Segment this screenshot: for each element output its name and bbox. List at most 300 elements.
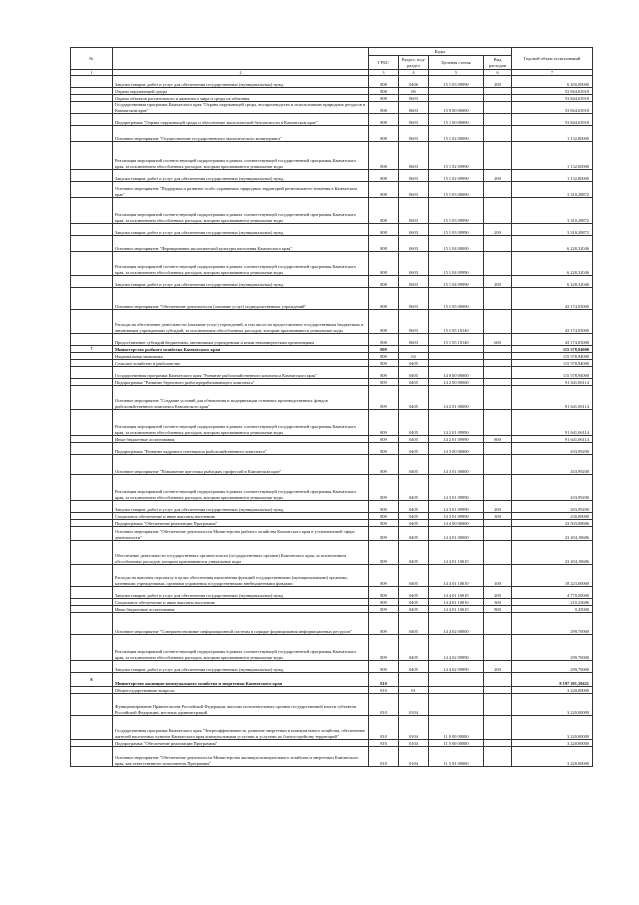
row-grbs: 809 xyxy=(369,353,399,360)
row-razdel: 0603 xyxy=(399,334,429,346)
row-amount: 6 228,32046 xyxy=(512,276,593,288)
row-number xyxy=(71,198,113,224)
row-name: Предоставление субсидий бюджетным, автономным учреждениям и иным некоммерческим организациям xyxy=(113,334,369,346)
row-target-article xyxy=(429,88,484,95)
row-target-article: 15 1 02 09990 xyxy=(429,170,484,182)
row-razdel: 0104 xyxy=(399,747,429,767)
row-amount: 299,70000 xyxy=(512,613,593,635)
row-target-article: 14 2 01 09990 xyxy=(429,410,484,436)
row-razdel: 0405 xyxy=(399,379,429,386)
row-target-article: 14 4 00 00000 xyxy=(429,520,484,527)
row-number xyxy=(71,687,113,694)
row-amount: 299,70000 xyxy=(512,635,593,661)
table-row xyxy=(71,606,593,613)
row-number xyxy=(71,170,113,182)
table-row xyxy=(71,88,593,95)
row-expense-type xyxy=(484,716,512,740)
row-amount: 53 844,63918 xyxy=(512,102,593,114)
row-expense-type xyxy=(484,353,512,360)
row-expense-type xyxy=(484,747,512,767)
row-grbs: 808 xyxy=(369,276,399,288)
row-name: Государственная программа Камчатского края "Охрана окружающей среды, воспроизводство и использование природных ресурсов в Камчатском крае" xyxy=(113,102,369,114)
row-number xyxy=(71,76,113,88)
row-name: Расходы на выплаты персоналу в целях обеспечения выполнения функций государственными (муниципальными) органами, казенными учреждениями, органами управления государственными внебюджетными фондами xyxy=(113,565,369,587)
row-number xyxy=(71,613,113,635)
row-amount: 115 578,94000 xyxy=(512,367,593,379)
row-grbs: 809 xyxy=(369,410,399,436)
row-amount: 115 578,94000 xyxy=(512,353,593,360)
row-grbs: 808 xyxy=(369,95,399,102)
row-amount: 433,99200 xyxy=(512,475,593,501)
table-row xyxy=(71,747,593,767)
row-razdel: 01 xyxy=(399,687,429,694)
header-vr: Вид расходов xyxy=(484,56,512,70)
row-amount: 23 204,18686 xyxy=(512,541,593,565)
row-razdel: 0603 xyxy=(399,114,429,126)
row-grbs: 809 xyxy=(369,587,399,599)
row-target-article xyxy=(429,694,484,716)
row-number xyxy=(71,288,113,310)
row-target-article: 14 4 02 09990 xyxy=(429,635,484,661)
row-name: Государственная программа Камчатского края "Энергоэффективность, развитие энергетики и коммунального хозяйства, обеспечение жителей населенных пунктов Камчатского края коммунальными услугами и услугами по благоустройству территорий" xyxy=(113,716,369,740)
row-amount: 1 132,00000 xyxy=(512,142,593,170)
row-name: Министерство рыбного хозяйства Камчатского края xyxy=(113,346,369,353)
row-target-article: 14 3 00 00000 xyxy=(429,443,484,455)
row-name: Подпрограмма "Развитие кадрового потенциала рыбохозяйственного комплекса" xyxy=(113,443,369,455)
row-target-article: 15 1 04 00000 xyxy=(429,236,484,252)
row-amount: 8 197 381,39421 xyxy=(512,673,593,687)
header-codes: Коды xyxy=(369,48,512,56)
row-target-article: 14 4 01 10010 xyxy=(429,541,484,565)
row-target-article: 14 3 01 09990 xyxy=(429,501,484,513)
row-razdel: 0405 xyxy=(399,360,429,367)
row-number xyxy=(71,360,113,367)
row-expense-type: 200 xyxy=(484,661,512,673)
row-name: Подпрограмма "Охрана окружающей среды и обеспечение экологической безопасности в Камчатском крае" xyxy=(113,114,369,126)
table-row xyxy=(71,716,593,740)
table-row xyxy=(71,661,593,673)
table-header-row xyxy=(71,48,593,56)
row-amount: 6 450,00000 xyxy=(512,76,593,88)
row-grbs: 808 xyxy=(369,224,399,236)
row-razdel: 0406 xyxy=(399,76,429,88)
row-grbs: 808 xyxy=(369,334,399,346)
row-name: Национальная экономика xyxy=(113,353,369,360)
row-expense-type xyxy=(484,95,512,102)
row-number xyxy=(71,102,113,114)
row-amount: 3 310,28872 xyxy=(512,198,593,224)
row-amount: 91 641,06114 xyxy=(512,410,593,436)
row-name: Закупка товаров, работ и услуг для обеспечения государственных (муниципальных) нужд xyxy=(113,276,369,288)
row-name: Охрана окружающей среды xyxy=(113,88,369,95)
row-target-article: 15 1 03 00000 xyxy=(429,182,484,198)
index-cell: 3 xyxy=(369,70,399,76)
row-number xyxy=(71,126,113,142)
row-amount: 3 220,00000 xyxy=(512,740,593,747)
row-name: Основное мероприятие "Совершенствование информационной системы в порядке формирования информационных ресурсов" xyxy=(113,613,369,635)
row-name: Функционирование Правительства Российской Федерации, высших исполнительных органов государственной власти субъектов Российской Федерации, местных администраций xyxy=(113,694,369,716)
row-expense-type xyxy=(484,520,512,527)
row-name: Общегосударственные вопросы xyxy=(113,687,369,694)
row-name: Реализация мероприятий соответствующей подпрограммы в рамках соответствующей государственной программы Камчатского края, за исключением обособленных расходов, которым присваиваются уникальные коды xyxy=(113,142,369,170)
row-expense-type xyxy=(484,252,512,276)
row-grbs: 809 xyxy=(369,455,399,475)
row-target-article xyxy=(429,346,484,353)
row-grbs: 808 xyxy=(369,288,399,310)
row-target-article: 15 1 05 00000 xyxy=(429,288,484,310)
row-grbs: 810 xyxy=(369,740,399,747)
table-row xyxy=(71,102,593,114)
table-row xyxy=(71,475,593,501)
row-amount: 18 223,00000 xyxy=(512,565,593,587)
row-name: Социальное обеспечение и иные выплаты населению xyxy=(113,513,369,520)
row-razdel: 0405 xyxy=(399,455,429,475)
row-amount: 91 641,06114 xyxy=(512,386,593,410)
row-amount: 1 132,00000 xyxy=(512,126,593,142)
document-page xyxy=(70,47,592,767)
row-expense-type: 300 xyxy=(484,513,512,520)
row-amount: 4 770,50000 xyxy=(512,587,593,599)
row-target-article xyxy=(429,360,484,367)
table-row xyxy=(71,386,593,410)
row-amount: 43 174,03000 xyxy=(512,288,593,310)
row-number xyxy=(71,95,113,102)
row-expense-type: 300 xyxy=(484,599,512,606)
row-grbs: 809 xyxy=(369,606,399,613)
row-razdel: 0405 xyxy=(399,410,429,436)
row-target-article: 14 3 01 09990 xyxy=(429,513,484,520)
row-number xyxy=(71,599,113,606)
row-number xyxy=(71,252,113,276)
row-grbs: 810 xyxy=(369,716,399,740)
table-row xyxy=(71,410,593,436)
row-razdel: 0405 xyxy=(399,475,429,501)
index-cell: 1 xyxy=(71,70,113,76)
index-cell: 5 xyxy=(429,70,484,76)
row-target-article: 14 2 00 00000 xyxy=(429,379,484,386)
row-name: Реализация мероприятий соответствующей подпрограммы в рамках соответствующей государственной программы Камчатского края, за исключением обособленных расходов, которым присваиваются уникальные коды xyxy=(113,410,369,436)
row-expense-type xyxy=(484,198,512,224)
row-expense-type xyxy=(484,114,512,126)
row-grbs: 808 xyxy=(369,252,399,276)
row-number xyxy=(71,386,113,410)
row-number xyxy=(71,236,113,252)
row-number xyxy=(71,635,113,661)
table-row xyxy=(71,95,593,102)
row-razdel xyxy=(399,346,429,353)
row-name: Иные бюджетные ассигнования xyxy=(113,606,369,613)
row-grbs: 809 xyxy=(369,520,399,527)
table-row xyxy=(71,353,593,360)
row-expense-type xyxy=(484,527,512,541)
table-row xyxy=(71,76,593,88)
row-razdel: 0405 xyxy=(399,587,429,599)
row-expense-type: 200 xyxy=(484,224,512,236)
row-amount: 43 174,03000 xyxy=(512,310,593,334)
row-expense-type xyxy=(484,635,512,661)
table-row xyxy=(71,673,593,687)
row-name: Основное мероприятие "Создание условий для обновления и модернизации основных производственных фондов рыбохозяйственного комплекса Камчатского края" xyxy=(113,386,369,410)
row-grbs: 809 xyxy=(369,541,399,565)
row-grbs: 808 xyxy=(369,76,399,88)
row-razdel: 0405 xyxy=(399,520,429,527)
row-target-article: 14 4 01 10010 xyxy=(429,565,484,587)
row-target-article: 14 4 01 10010 xyxy=(429,599,484,606)
row-razdel: 0405 xyxy=(399,527,429,541)
row-grbs: 810 xyxy=(369,687,399,694)
row-grbs: 809 xyxy=(369,513,399,520)
row-expense-type: 200 xyxy=(484,587,512,599)
table-row xyxy=(71,236,593,252)
header-cs: Целевая статья xyxy=(429,56,484,70)
row-expense-type: 200 xyxy=(484,170,512,182)
row-grbs: 809 xyxy=(369,599,399,606)
row-razdel: 0405 xyxy=(399,541,429,565)
row-expense-type xyxy=(484,443,512,455)
row-razdel: 0603 xyxy=(399,170,429,182)
row-number xyxy=(71,475,113,501)
row-target-article: 14 0 00 00000 xyxy=(429,367,484,379)
table-row xyxy=(71,310,593,334)
row-number xyxy=(71,661,113,673)
row-target-article: 14 4 02 00000 xyxy=(429,613,484,635)
row-amount: 53 844,63918 xyxy=(512,114,593,126)
row-number xyxy=(71,353,113,360)
table-row xyxy=(71,599,593,606)
row-number xyxy=(71,182,113,198)
row-expense-type xyxy=(484,694,512,716)
table-row xyxy=(71,379,593,386)
row-grbs: 809 xyxy=(369,501,399,513)
row-grbs: 808 xyxy=(369,102,399,114)
header-sum: Годовой объем ассигнований xyxy=(512,48,593,70)
row-number xyxy=(71,716,113,740)
row-number xyxy=(71,379,113,386)
row-expense-type xyxy=(484,182,512,198)
row-number xyxy=(71,410,113,436)
row-name: Реализация мероприятий соответствующей подпрограммы в рамках соответствующей государственной программы Камчатского края, за исключением обособленных расходов, которым присваиваются уникальные коды xyxy=(113,198,369,224)
row-name: Закупка товаров, работ и услуг для обеспечения государственных (муниципальных) нужд xyxy=(113,170,369,182)
row-amount: 3 220,00000 xyxy=(512,716,593,740)
row-grbs: 809 xyxy=(369,613,399,635)
row-expense-type xyxy=(484,236,512,252)
row-razdel xyxy=(399,673,429,687)
row-number xyxy=(71,565,113,587)
row-name: Подпрограмма "Обеспечение реализации Программы" xyxy=(113,520,369,527)
row-amount: 433,99200 xyxy=(512,443,593,455)
row-target-article: 11 5 00 00000 xyxy=(429,740,484,747)
row-name: Сельское хозяйство и рыболовство xyxy=(113,360,369,367)
table-row xyxy=(71,224,593,236)
row-expense-type: 800 xyxy=(484,606,512,613)
row-razdel: 0603 xyxy=(399,126,429,142)
row-expense-type xyxy=(484,367,512,379)
row-number xyxy=(71,276,113,288)
table-row xyxy=(71,198,593,224)
row-number xyxy=(71,513,113,520)
row-amount: 3 220,00000 xyxy=(512,747,593,767)
row-razdel: 0104 xyxy=(399,716,429,740)
table-row xyxy=(71,520,593,527)
row-name: Реализация мероприятий соответствующей подпрограммы в рамках соответствующей государственной программы Камчатского края, за исключением обособленных расходов, которым присваиваются уникальные коды xyxy=(113,475,369,501)
row-razdel: 0603 xyxy=(399,142,429,170)
row-number xyxy=(71,142,113,170)
row-grbs: 810 xyxy=(369,694,399,716)
row-number xyxy=(71,527,113,541)
row-razdel: 0603 xyxy=(399,95,429,102)
row-target-article xyxy=(429,353,484,360)
header-name xyxy=(113,48,369,70)
row-name: Основное мероприятие "Осуществление государственного экологического мониторинга" xyxy=(113,126,369,142)
row-name: Закупка товаров, работ и услуг для обеспечения государственных (муниципальных) нужд xyxy=(113,587,369,599)
row-target-article: 15 1 03 09990 xyxy=(429,198,484,224)
row-expense-type xyxy=(484,410,512,436)
row-name: Иные бюджетные ассигнования xyxy=(113,436,369,443)
row-target-article: 15 1 04 09990 xyxy=(429,276,484,288)
row-expense-type xyxy=(484,142,512,170)
table-row xyxy=(71,142,593,170)
row-amount: 91 641,06114 xyxy=(512,379,593,386)
row-number xyxy=(71,455,113,475)
table-body xyxy=(71,76,593,767)
row-name: Основное мероприятие "Обеспечение деятельности Министерства рыбного хозяйства Камчатского края в установленной сфере деятельности" xyxy=(113,527,369,541)
row-target-article xyxy=(429,687,484,694)
row-razdel: 0405 xyxy=(399,443,429,455)
row-grbs: 809 xyxy=(369,367,399,379)
row-grbs: 809 xyxy=(369,565,399,587)
row-grbs: 810 xyxy=(369,673,399,687)
header-grbs: ГРБС xyxy=(369,56,399,70)
row-target-article: 15 1 04 09990 xyxy=(429,252,484,276)
row-amount: 53 844,63918 xyxy=(512,95,593,102)
row-grbs: 809 xyxy=(369,360,399,367)
row-target-article xyxy=(429,95,484,102)
row-grbs: 808 xyxy=(369,236,399,252)
row-name: Основное мероприятие "Обеспечение деятельности (оказание услуг) подведомственных учреждений" xyxy=(113,288,369,310)
row-name: Основное мероприятие "Формирование экологической культуры населения Камчатского края" xyxy=(113,236,369,252)
row-expense-type xyxy=(484,88,512,95)
index-cell: 6 xyxy=(484,70,512,76)
row-razdel: 06 xyxy=(399,88,429,95)
row-amount: 203,99200 xyxy=(512,501,593,513)
row-amount: 1 132,00000 xyxy=(512,170,593,182)
row-grbs: 809 xyxy=(369,346,399,353)
row-number xyxy=(71,88,113,95)
row-target-article: 15 1 02 09990 xyxy=(429,142,484,170)
row-number xyxy=(71,334,113,346)
row-target-article: 11 5 01 00000 xyxy=(429,747,484,767)
row-target-article: 15 1 05 10140 xyxy=(429,334,484,346)
table-row xyxy=(71,635,593,661)
row-name: Министерство жилищно-коммунального хозяйства и энергетики Камчатского края xyxy=(113,673,369,687)
table-row xyxy=(71,182,593,198)
row-target-article: 14 3 01 00000 xyxy=(429,455,484,475)
row-amount: 0,45000 xyxy=(512,606,593,613)
row-target-article: 15 1 05 10140 xyxy=(429,310,484,334)
table-row xyxy=(71,436,593,443)
row-amount: 3 310,28872 xyxy=(512,224,593,236)
row-razdel: 0603 xyxy=(399,252,429,276)
row-amount: 3 220,00000 xyxy=(512,687,593,694)
row-grbs: 809 xyxy=(369,386,399,410)
row-expense-type xyxy=(484,126,512,142)
row-razdel: 0405 xyxy=(399,599,429,606)
row-number xyxy=(71,367,113,379)
row-name: Закупка товаров, работ и услуг для обеспечения государственных (муниципальных) нужд xyxy=(113,661,369,673)
table-row xyxy=(71,687,593,694)
row-name: Государственная программа Камчатского края "Развитие рыбохозяйственного комплекса Камчатского края" xyxy=(113,367,369,379)
row-name: Социальное обеспечение и иные выплаты населению xyxy=(113,599,369,606)
row-expense-type xyxy=(484,673,512,687)
row-expense-type xyxy=(484,310,512,334)
row-expense-type: 800 xyxy=(484,436,512,443)
row-number xyxy=(71,740,113,747)
row-razdel: 0104 xyxy=(399,740,429,747)
row-name: Реализация мероприятий соответствующей подпрограммы в рамках соответствующей государственной программы Камчатского края, за исключением обособленных расходов, которым присваиваются уникальные коды xyxy=(113,635,369,661)
row-target-article: 15 0 00 00000 xyxy=(429,102,484,114)
table-row xyxy=(71,613,593,635)
row-grbs: 809 xyxy=(369,436,399,443)
row-target-article: 14 4 01 10010 xyxy=(429,606,484,613)
row-number: 7 xyxy=(71,346,113,353)
table-row xyxy=(71,501,593,513)
row-name: Реализация мероприятий соответствующей подпрограммы в рамках соответствующей государственной программы Камчатского края, за исключением обособленных расходов, которым присваиваются уникальные коды xyxy=(113,252,369,276)
row-number xyxy=(71,606,113,613)
row-amount: 433,99200 xyxy=(512,455,593,475)
row-number xyxy=(71,443,113,455)
row-expense-type xyxy=(484,379,512,386)
row-expense-type xyxy=(484,687,512,694)
row-razdel: 0603 xyxy=(399,288,429,310)
header-razd: Раздел, под-раздел xyxy=(399,56,429,70)
table-row xyxy=(71,170,593,182)
row-name: Обеспечение деятельности государственных органов власти (государственных органов) Камчатского края, за исключением обособленных расходов, которым присваиваются уникальные коды xyxy=(113,541,369,565)
table-row xyxy=(71,694,593,716)
row-number: 8 xyxy=(71,673,113,687)
row-grbs: 808 xyxy=(369,170,399,182)
row-expense-type xyxy=(484,455,512,475)
row-name: Подпрограмма "Развитие берегового рыбоперерабатывающего комплекса" xyxy=(113,379,369,386)
row-number xyxy=(71,224,113,236)
row-grbs: 809 xyxy=(369,527,399,541)
row-amount: 23 204,18686 xyxy=(512,527,593,541)
row-name: Закупка товаров, работ и услуг для обеспечения государственных (муниципальных) нужд xyxy=(113,224,369,236)
row-razdel: 0603 xyxy=(399,102,429,114)
row-grbs: 808 xyxy=(369,310,399,334)
row-target-article xyxy=(429,673,484,687)
row-expense-type xyxy=(484,360,512,367)
row-razdel: 0405 xyxy=(399,661,429,673)
row-target-article: 14 4 02 09990 xyxy=(429,661,484,673)
row-expense-type xyxy=(484,740,512,747)
row-number xyxy=(71,501,113,513)
row-name: Подпрограмма "Обеспечение реализации Программы" xyxy=(113,740,369,747)
row-razdel: 0405 xyxy=(399,386,429,410)
row-razdel: 0405 xyxy=(399,367,429,379)
row-name: Расходы на обеспечение деятельности (оказание услуг) учреждений, в том числе на предоставление государственным бюджетным и автономным учреждениям субсидий, за исключением обособленных расходов, которым присваиваются уникальные коды xyxy=(113,310,369,334)
row-target-article: 14 4 01 00000 xyxy=(429,527,484,541)
row-grbs: 809 xyxy=(369,635,399,661)
index-cell: 4 xyxy=(399,70,429,76)
table-row xyxy=(71,455,593,475)
row-target-article: 14 2 01 00000 xyxy=(429,386,484,410)
row-number xyxy=(71,541,113,565)
row-number xyxy=(71,694,113,716)
row-target-article: 14 3 01 09990 xyxy=(429,475,484,501)
row-amount: 3 220,00000 xyxy=(512,694,593,716)
row-expense-type: 100 xyxy=(484,565,512,587)
budget-table xyxy=(70,47,593,767)
